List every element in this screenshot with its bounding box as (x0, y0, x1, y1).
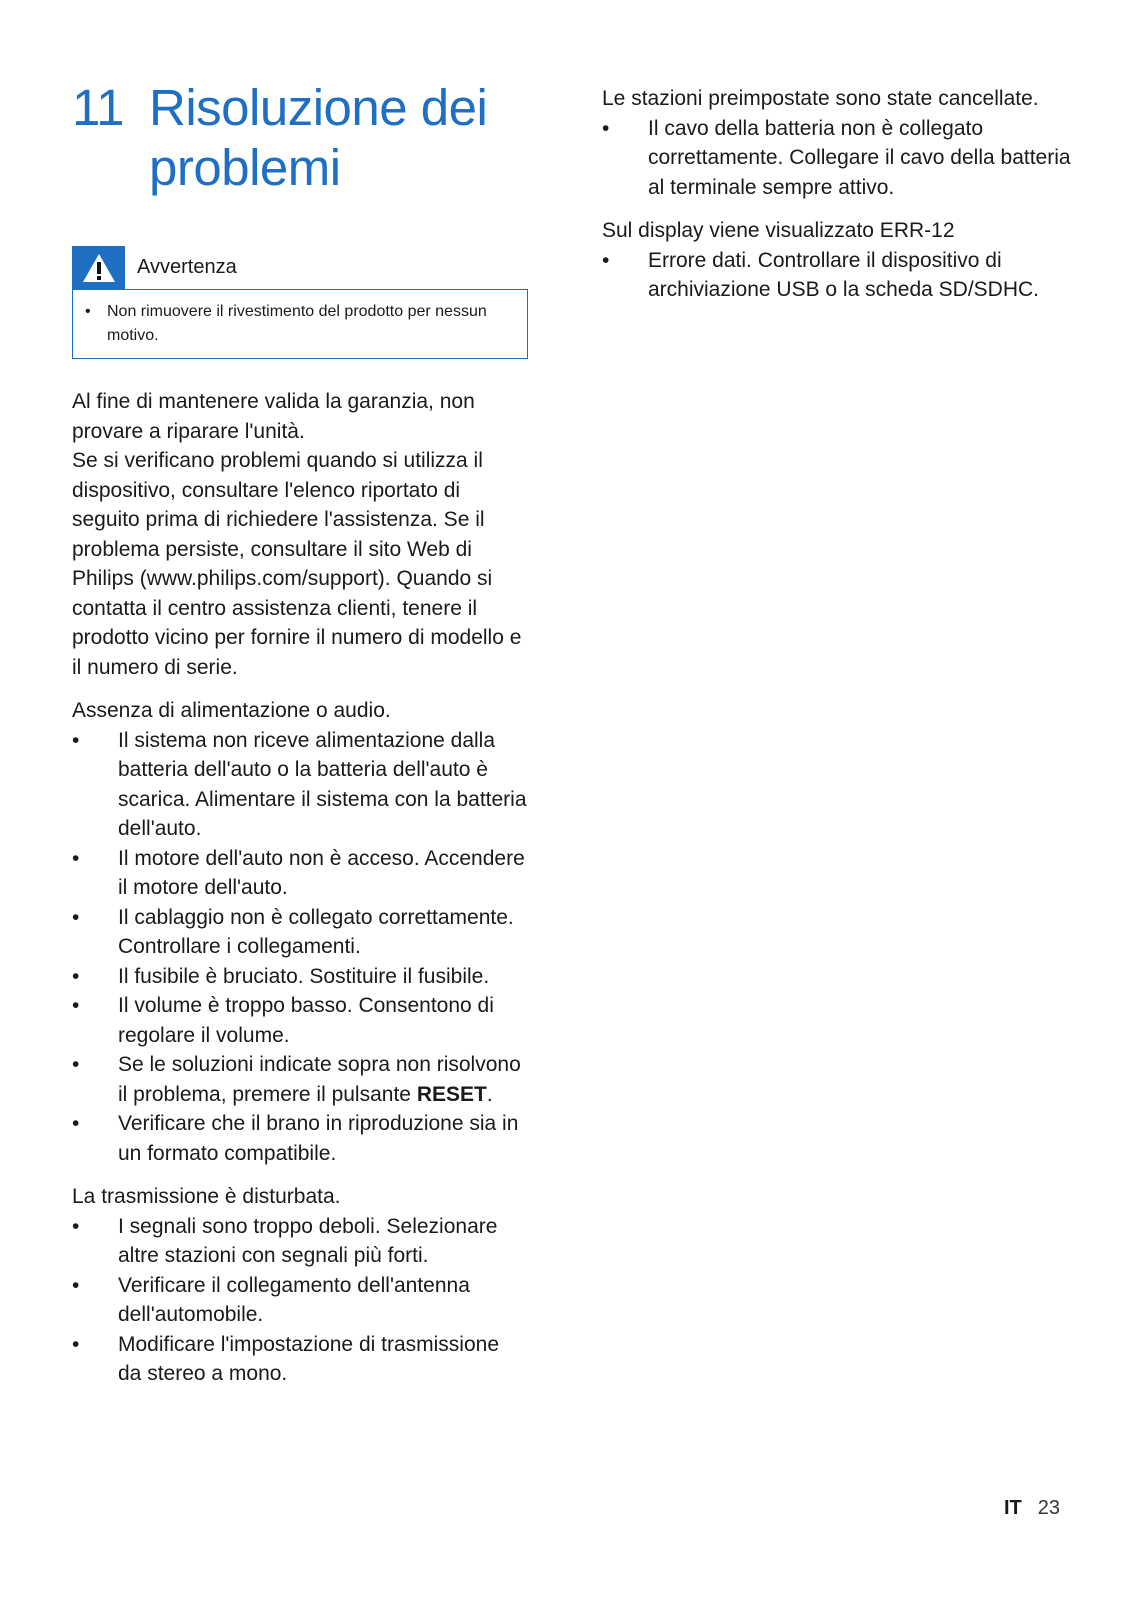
list-broadcast (72, 1212, 528, 1389)
bullet: • (72, 1053, 80, 1076)
bullet: • (72, 964, 80, 988)
warning-body (72, 289, 528, 359)
list-presets (602, 114, 1072, 203)
section-heading-broadcast: La trasmissione è disturbata. (72, 1185, 341, 1208)
list-err12 (602, 246, 1072, 305)
list-item: • Verificare il collegamento dell'antenna dell'automobile. (72, 1271, 528, 1330)
list-item: • Errore dati. Controllare il dispositivo di archiviazione USB o la scheda SD/SDHC. (602, 246, 1072, 305)
list-item: • Il sistema non riceve alimentazione dalla batteria dell'auto o la batteria dell'auto è scarica. Alimentare il sistema con la batteria dell'auto. (72, 726, 528, 844)
warning-text: Non rimuovere il rivestimento del prodotto per nessun motivo. (107, 303, 487, 344)
bullet: • (72, 1332, 80, 1356)
section-heading-err12: Sul display viene visualizzato ERR-12 (602, 219, 955, 242)
chapter-title-line-1: Risoluzione dei (149, 79, 488, 136)
bullet: • (72, 994, 80, 1017)
bullet: • (602, 248, 610, 272)
page-number: 23 (1037, 1497, 1060, 1519)
section-heading-presets: Le stazioni preimpostate sono state cancellate. (602, 87, 1039, 110)
right-column (602, 84, 1072, 305)
warning-item (85, 300, 515, 348)
list-no-power (72, 726, 528, 1169)
bullet: • (72, 1273, 80, 1297)
list-item: • Se le soluzioni indicate sopra non risolvono il problema, premere il pulsante RESET. (72, 1050, 528, 1109)
chapter-number: 11 (72, 79, 124, 136)
list-item: • Verificare che il brano in riproduzione sia in un formato compatibile. (72, 1109, 528, 1168)
list-item: • Il volume è troppo basso. Consentono di regolare il volume. (72, 991, 528, 1050)
warning-box (72, 246, 528, 359)
bullet: • (602, 116, 610, 140)
language-code: IT (1003, 1497, 1022, 1519)
list-item: • Modificare l'impostazione di trasmissione da stereo a mono. (72, 1330, 528, 1389)
intro-paragraph-1: Al fine di mantenere valida la garanzia, non provare a riparare l'unità. (72, 390, 475, 443)
list-item: • Il cavo della batteria non è collegato correttamente. Collegare il cavo della batteria al terminale sempre attivo. (602, 114, 1072, 203)
bullet: • (72, 1214, 80, 1238)
reset-button-label: RESET (416, 1082, 487, 1106)
bullet: • (85, 303, 91, 320)
list-item: • Il motore dell'auto non è acceso. Accendere il motore dell'auto. (72, 844, 528, 903)
list-item: • Il cablaggio non è collegato correttamente. Controllare i collegamenti. (72, 903, 528, 962)
page-footer (1004, 1497, 1060, 1520)
bullet: • (72, 728, 80, 752)
chapter-title (72, 78, 528, 198)
bullet: • (72, 905, 80, 929)
warning-header (72, 246, 528, 289)
chapter-title-line-2: problemi (149, 139, 341, 196)
bullet: • (72, 1112, 80, 1135)
warning-icon (72, 246, 125, 289)
list-item: • Il fusibile è bruciato. Sostituire il fusibile. (72, 962, 528, 992)
chapter-title-text (149, 78, 528, 198)
section-heading-no-power: Assenza di alimentazione o audio. (72, 699, 391, 722)
list-item: • I segnali sono troppo deboli. Selezionare altre stazioni con segnali più forti. (72, 1212, 528, 1271)
warning-title: Avvertenza (137, 256, 237, 278)
bullet: • (72, 846, 80, 870)
left-column (72, 78, 528, 1389)
intro-paragraph-2: Se si verificano problemi quando si utilizza il dispositivo, consultare l'elenco riportato di seguito prima di richiedere l'assistenza. Se il problema persiste, consultare il sito Web di Philips (www.philips.com/support). Quando si contatta il centro assistenza clienti, tenere il prodotto vicino per fornire il numero di modello e il numero di serie. (72, 449, 522, 679)
